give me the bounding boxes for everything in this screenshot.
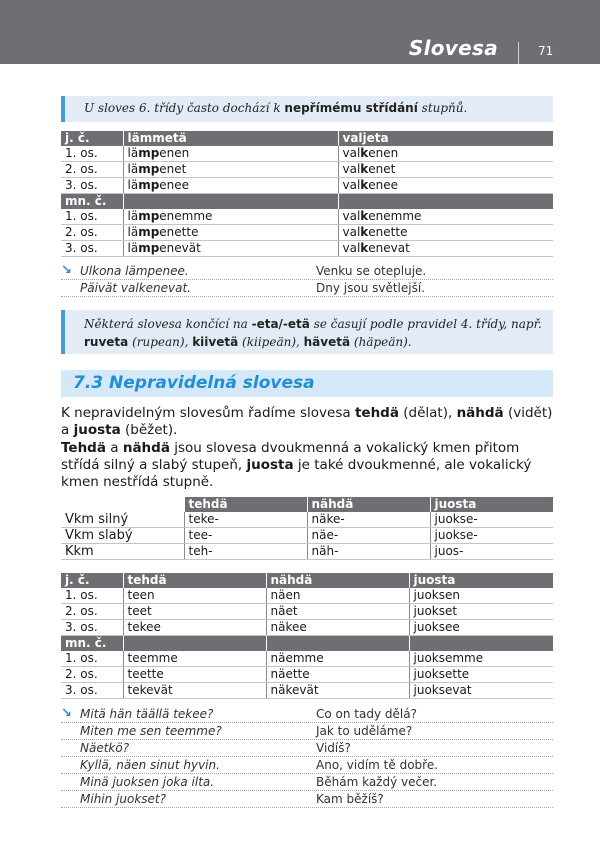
examples-list-1: [61, 263, 553, 297]
form-cell: lämpenette: [123, 225, 338, 241]
stems-table: [61, 497, 553, 560]
note-bold: nepřímému střídání: [284, 101, 418, 115]
paragraph-explanation: Tehdä a nähdä jsou slovesa dvoukmenná a vokalický kmen přitom střídá silný a slabý stupeň, juosta je také dvoukmenné, ale vokalický kmen nestřídá stupně.: [61, 440, 532, 490]
table-row: [61, 209, 553, 225]
person-cell: 2. os.: [61, 225, 123, 241]
page-number: 71: [538, 44, 554, 58]
table-header-row: [61, 497, 553, 512]
plural-header-row: [61, 194, 553, 210]
table-row: [61, 146, 553, 162]
arrow-icon: ↘: [61, 706, 72, 721]
header-cell: mn. č.: [61, 636, 123, 652]
table-row: [61, 241, 553, 257]
example-row: [61, 757, 553, 774]
form-cell: valkenemme: [338, 209, 553, 225]
table-row: Vkm slabý tee- näe- juokse-: [61, 528, 553, 544]
table-header-row: [61, 573, 553, 588]
page-header: [0, 0, 600, 64]
header-cell: j. č.: [61, 131, 123, 146]
paragraph-intro: K nepravidelným slovesům řadíme slovesa tehdä (dělat), nähdä (vidět) a juosta (běžet).: [61, 405, 553, 438]
form-cell: valkenet: [338, 162, 553, 178]
header-cell: lämmetä: [123, 131, 338, 146]
header-cell: j. č.: [61, 573, 123, 588]
czech-translation: Kam běžíš?: [316, 792, 384, 806]
note-text: stupňů.: [417, 101, 468, 115]
table-row: 2. os. teette näette juoksette: [61, 667, 553, 683]
person-cell: 1. os.: [61, 209, 123, 225]
finnish-sentence: Minä juoksen joka ilta.: [80, 775, 215, 789]
info-note-2: Některá slovesa končící na -eta/-etä se časují podle pravidel 4. třídy, např. ruveta (rupean), kiivetä (kiipeän), hävetä (häpeän).: [61, 310, 553, 354]
header-cell: nähdä: [266, 573, 409, 588]
czech-translation: Ano, vidím tě dobře.: [316, 758, 439, 772]
table-header-row: [61, 131, 553, 146]
examples-list-2: [61, 706, 553, 808]
czech-translation: Co on tady dělá?: [316, 707, 417, 721]
table-row: 1. os. teen näen juoksen: [61, 588, 553, 604]
header-cell: juosta: [409, 573, 553, 588]
form-cell: valkenevat: [338, 241, 553, 257]
czech-translation: Venku se otepluje.: [316, 264, 427, 278]
example-row: [61, 723, 553, 740]
example-row: [61, 263, 553, 280]
form-cell: lämpenemme: [123, 209, 338, 225]
chapter-title: Slovesa: [408, 36, 498, 60]
example-row: [61, 740, 553, 757]
section-heading: [61, 370, 553, 397]
table-row: Vkm silný teke- näke- juokse-: [61, 512, 553, 528]
note-text: U sloves 6. třídy často dochází k: [84, 101, 285, 115]
example-row: [61, 280, 553, 297]
header-cell: tehdä: [184, 497, 307, 512]
person-cell: 3. os.: [61, 178, 123, 194]
form-cell: lämpenee: [123, 178, 338, 194]
header-cell: nähdä: [307, 497, 430, 512]
section-title: 7.3 Nepravidelná slovesa: [73, 373, 315, 393]
table-row: 2. os. teet näet juokset: [61, 604, 553, 620]
person-cell: 1. os.: [61, 146, 123, 162]
czech-translation: Dny jsou světlejší.: [316, 281, 426, 295]
finnish-sentence: Mihin juokset?: [80, 792, 166, 806]
table-row: [61, 225, 553, 241]
header-cell: mn. č.: [61, 194, 123, 210]
czech-translation: Jak to uděláme?: [316, 724, 413, 738]
table-row: 3. os. tekee näkee juoksee: [61, 620, 553, 636]
finnish-sentence: Mitä hän täällä tekee?: [80, 707, 214, 721]
table-row: Kkm teh- näh- juos-: [61, 544, 553, 560]
header-cell: [61, 497, 184, 512]
czech-translation: Vidíš?: [316, 741, 351, 755]
example-row: [61, 774, 553, 791]
example-row: [61, 791, 553, 808]
table-row: 3. os. tekevät näkevät juoksevat: [61, 683, 553, 699]
table-row: [61, 178, 553, 194]
header-divider: [518, 42, 519, 64]
finnish-sentence: Ulkona lämpenee.: [80, 264, 189, 278]
finnish-sentence: Päivät valkenevat.: [80, 281, 191, 295]
form-cell: lämpenet: [123, 162, 338, 178]
arrow-icon: ↘: [61, 263, 72, 278]
example-row: [61, 706, 553, 723]
form-cell: lämpenen: [123, 146, 338, 162]
czech-translation: Běhám každý večer.: [316, 775, 438, 789]
info-note-1: [61, 96, 553, 122]
form-cell: lämpenevät: [123, 241, 338, 257]
finnish-sentence: Miten me sen teemme?: [80, 724, 222, 738]
conjugation-table-irregular: [61, 573, 553, 699]
person-cell: 3. os.: [61, 241, 123, 257]
header-cell: valjeta: [338, 131, 553, 146]
header-cell: juosta: [430, 497, 553, 512]
plural-header-row: [61, 636, 553, 652]
conjugation-table-lammeta: [61, 131, 553, 257]
form-cell: valkenee: [338, 178, 553, 194]
person-cell: 2. os.: [61, 162, 123, 178]
form-cell: valkenen: [338, 146, 553, 162]
form-cell: valkenette: [338, 225, 553, 241]
finnish-sentence: Näetkö?: [80, 741, 130, 755]
table-row: [61, 162, 553, 178]
header-cell: tehdä: [123, 573, 266, 588]
finnish-sentence: Kyllä, näen sinut hyvin.: [80, 758, 220, 772]
table-row: 1. os. teemme näemme juoksemme: [61, 651, 553, 667]
